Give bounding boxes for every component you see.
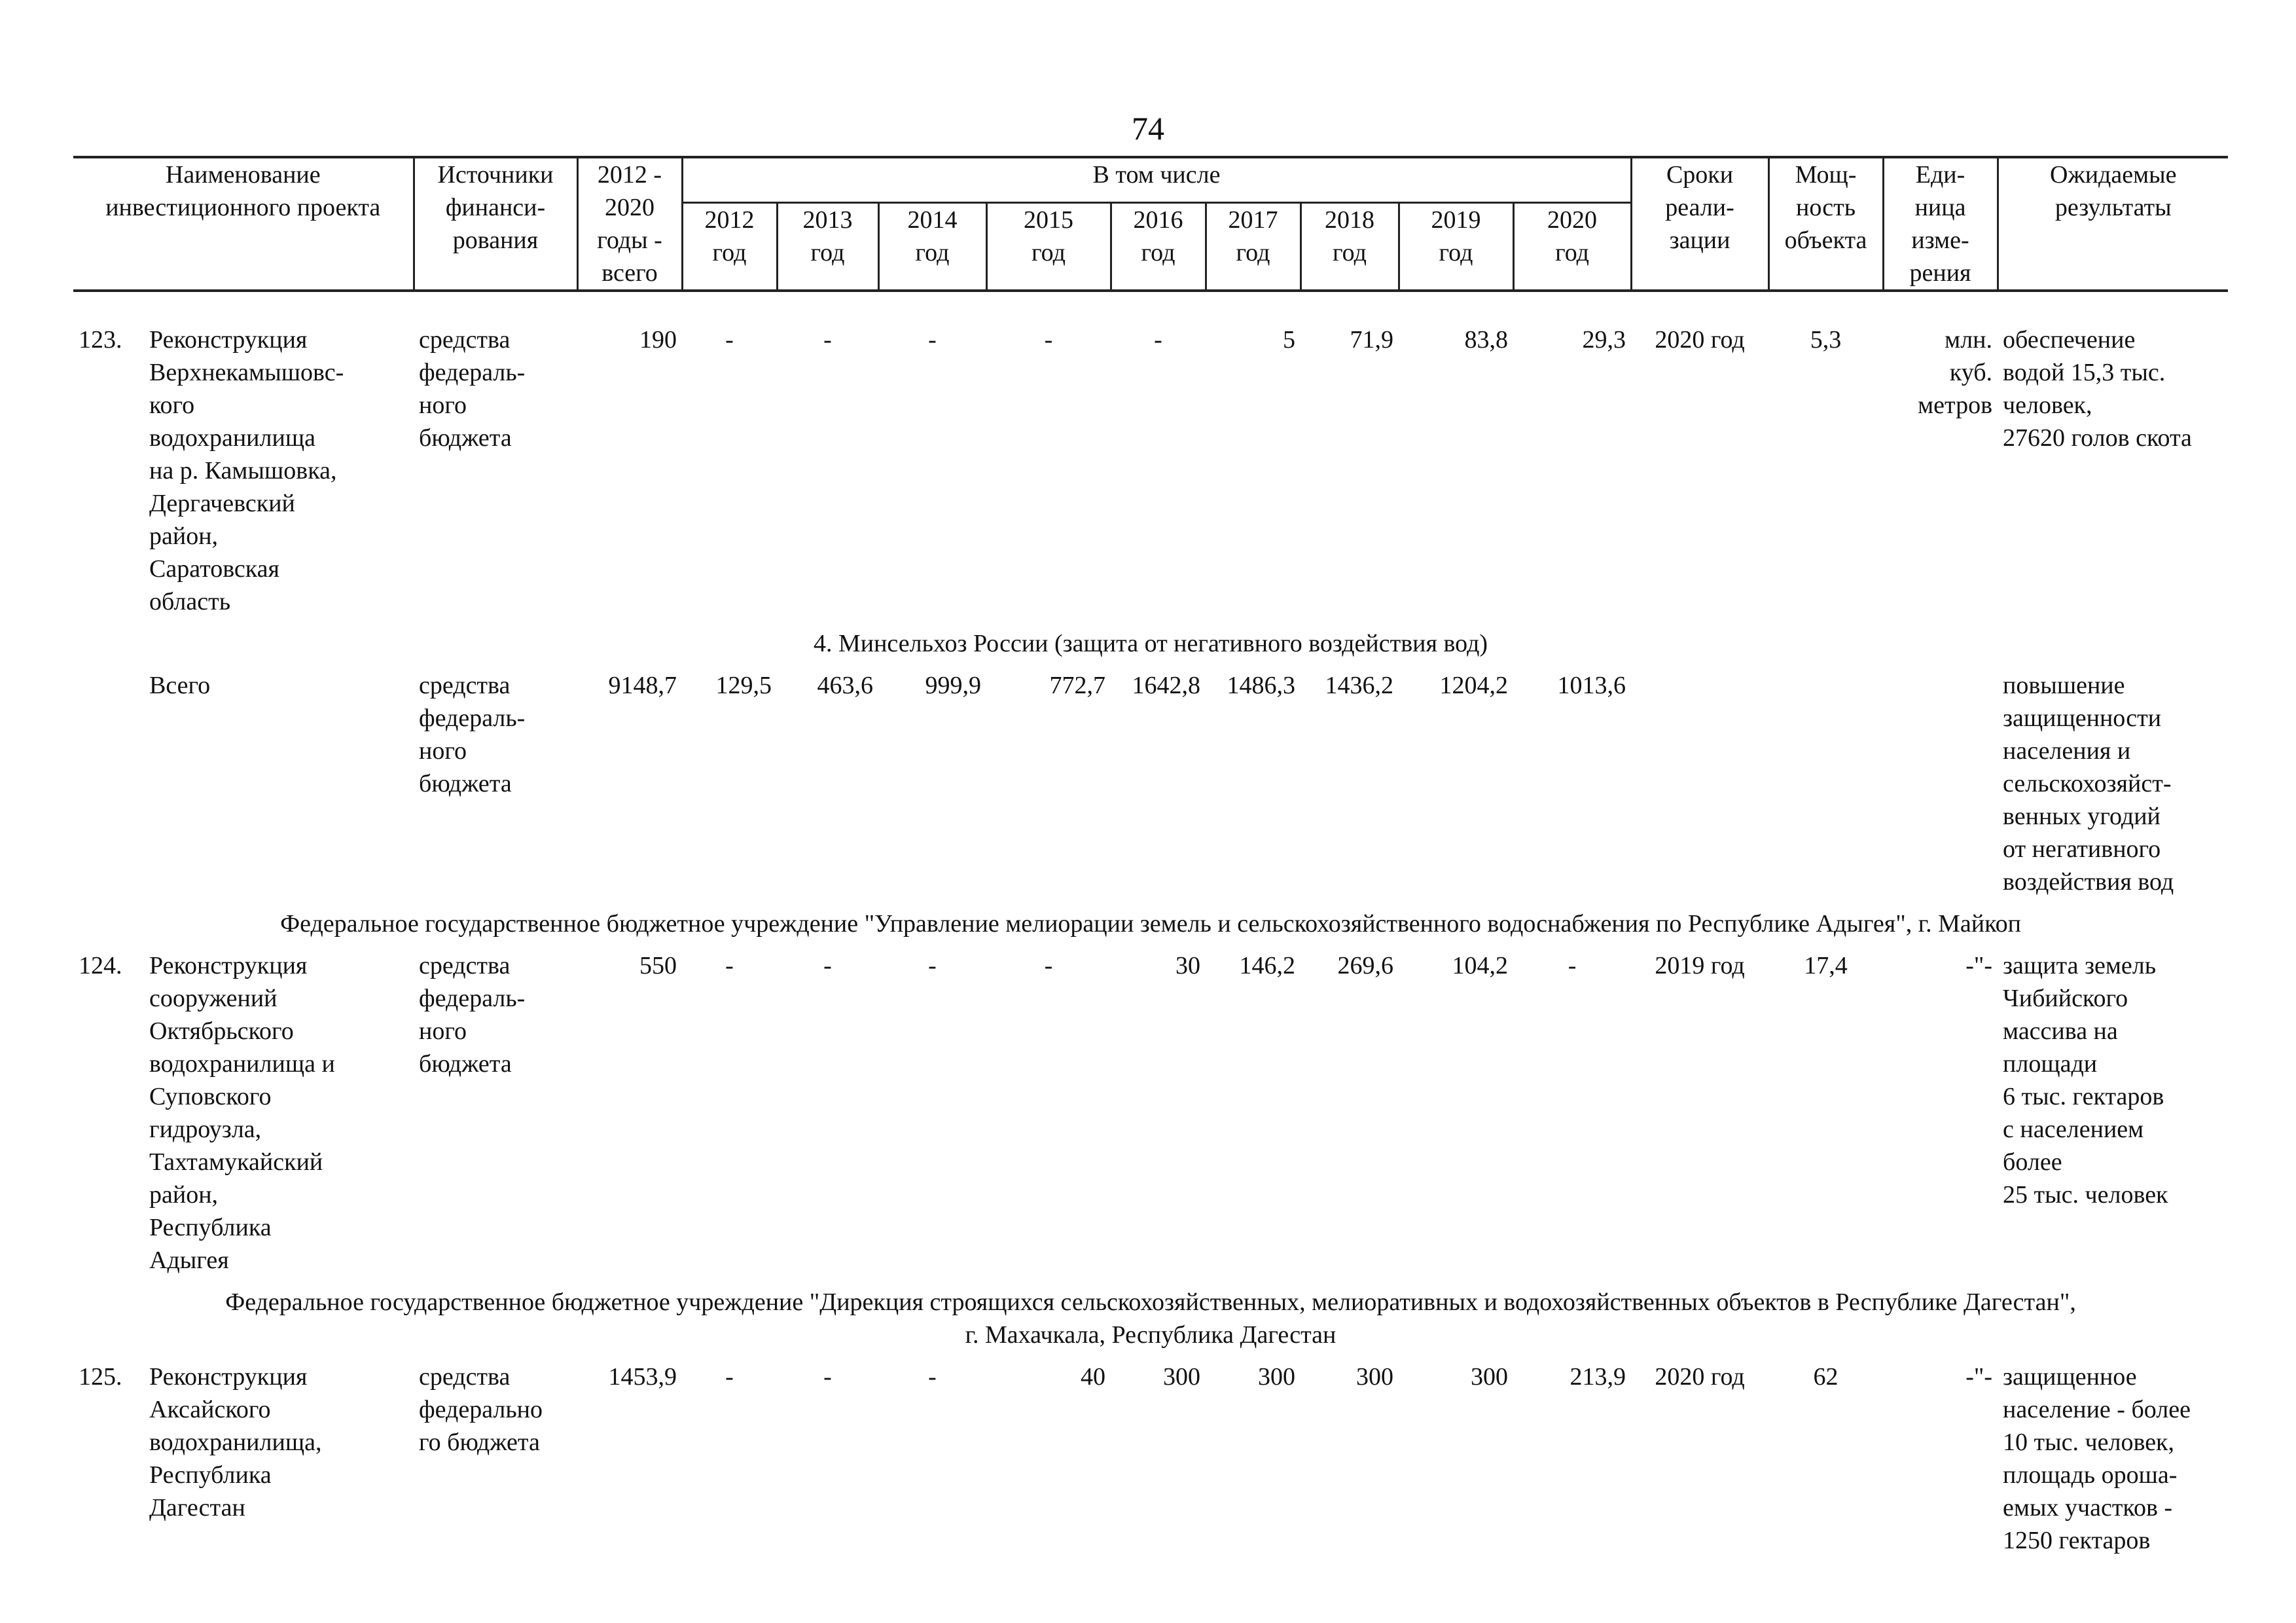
text-line: -"- (1965, 952, 1993, 979)
year-value-2014: - (928, 326, 937, 354)
implementation-term: 2019 год (1655, 952, 1745, 979)
header-including: В том числе (682, 157, 1631, 203)
year-value-2020: 29,3 (1582, 326, 1626, 354)
text-line: рования (452, 227, 539, 254)
text-line: Верхнекамышовс- (149, 359, 344, 386)
expected-results (1998, 1360, 2228, 1557)
header-terms (1631, 157, 1768, 291)
expected-results (1998, 949, 2228, 1277)
year-value-2017: 5 (1283, 326, 1295, 354)
text-line: 2012 (704, 206, 755, 234)
year-value-2013: - (823, 326, 832, 354)
text-line: 2018 (1325, 206, 1374, 234)
text-line: площади (2003, 1050, 2098, 1078)
project-name-cell (73, 323, 414, 618)
year-value-2012: 129,5 (715, 672, 772, 699)
year-value-2020: - (1568, 952, 1577, 979)
text-line: площадь ороша- (2003, 1461, 2178, 1489)
investment-projects-table (73, 156, 2228, 1557)
text-line: 2016 (1133, 206, 1183, 234)
text-line: человек, (2003, 392, 2092, 419)
table-row (73, 949, 2228, 1277)
header-year-2016 (1111, 203, 1206, 291)
page-number: 74 (1132, 110, 1164, 147)
text-line: Дергачевский район, (149, 490, 295, 550)
year-value-2018: 269,6 (1337, 952, 1393, 979)
header-results (1998, 157, 2228, 291)
text-line: Еди- (1915, 161, 1965, 189)
text-line: Мощ- (1795, 161, 1857, 189)
text-line: обеспечение (2003, 326, 2136, 354)
text-line: год (915, 239, 950, 267)
text-line: средства (419, 672, 511, 699)
implementation-term (1631, 669, 1768, 898)
text-line: водохранилища и (149, 1050, 335, 1078)
year-value-2020: 1013,6 (1557, 672, 1626, 699)
text-line: ность (1795, 194, 1856, 221)
measurement-unit (1883, 949, 1998, 1277)
text-line: ного (419, 392, 467, 419)
text-line: -"- (1965, 1363, 1993, 1391)
header-sources (414, 157, 577, 291)
header-year-2018 (1300, 203, 1399, 291)
spacer-row (73, 291, 2228, 323)
year-value-2014: - (928, 1363, 937, 1391)
year-value-2019: 104,2 (1452, 952, 1508, 979)
header-total (577, 157, 682, 291)
text-line: 2020 (1547, 206, 1598, 234)
text-line: массива на (2003, 1017, 2118, 1045)
table-row (73, 1360, 2228, 1557)
measurement-unit (1883, 669, 1998, 898)
section-heading (73, 1277, 2228, 1360)
text-line: год (1141, 239, 1175, 267)
project-number: 125. (79, 1363, 122, 1391)
object-capacity: 5,3 (1810, 326, 1842, 354)
total-amount: 190 (639, 326, 677, 354)
text-line: изме- (1911, 227, 1969, 254)
header-year-2012 (682, 203, 777, 291)
year-value-2016: - (1154, 326, 1162, 354)
table-row (73, 323, 2228, 618)
text-line: гидроузла, (149, 1116, 262, 1143)
text-line: млн. (1945, 326, 1993, 354)
implementation-term: 2020 год (1655, 1363, 1745, 1391)
year-value-2016: 30 (1175, 952, 1200, 979)
text-line: 4. Минсельхоз России (защита от негативного воздействия вод) (813, 630, 1488, 657)
text-line: емых участков - (2003, 1494, 2173, 1522)
text-line: сооружений (149, 985, 278, 1012)
text-line: год (1439, 239, 1473, 267)
header-year-2020 (1513, 203, 1631, 291)
text-line: венных угодий (2003, 803, 2161, 830)
text-line: 2012 - (597, 161, 662, 189)
text-line: год (712, 239, 747, 267)
text-line: Суповского (149, 1083, 272, 1110)
total-amount: 1453,9 (608, 1363, 677, 1391)
funding-source (414, 669, 577, 898)
year-value-2012: - (725, 952, 734, 979)
measurement-unit (1883, 1360, 1998, 1557)
text-line: район, Республика (149, 1181, 272, 1241)
table-body (73, 291, 2228, 1557)
year-value-2019: 1204,2 (1439, 672, 1508, 699)
expected-results (1998, 669, 2228, 898)
text-line: 2015 (1024, 206, 1073, 234)
text-line: Октябрьского (149, 1017, 294, 1045)
text-line: от негативного (2003, 835, 2161, 863)
text-line: 1250 гектаров (2003, 1527, 2151, 1554)
text-line: более (2003, 1148, 2062, 1176)
text-line: средства (419, 1363, 511, 1391)
measurement-unit (1883, 323, 1998, 618)
year-value-2020: 213,9 (1570, 1363, 1626, 1391)
text-line: повышение (2003, 672, 2125, 699)
text-line: 2020 (605, 194, 655, 221)
text-line: 25 тыс. человек (2003, 1181, 2168, 1209)
text-line: рения (1909, 259, 1971, 287)
year-value-2015: - (1044, 952, 1053, 979)
text-line: Федеральное государственное бюджетное учреждение "Управление мелиорации земель и сельскохозяйственного водоснабжения по Республике Адыгея", г. Майкоп (280, 910, 2021, 938)
project-name-cell (73, 949, 414, 1277)
section-heading-row (73, 898, 2228, 949)
year-value-2019: 300 (1471, 1363, 1508, 1391)
header-year-2015 (986, 203, 1111, 291)
text-line: Федеральное государственное бюджетное учреждение "Дирекция строящихся сельскохозяйственных, мелиоративных и водохозяйственных объектов в Республике Дагестан", (225, 1288, 2076, 1316)
year-value-2015: - (1044, 326, 1053, 354)
text-line: Аксайского (149, 1396, 271, 1423)
total-amount: 550 (639, 952, 677, 979)
text-line: федераль- (419, 359, 526, 386)
text-line: 6 тыс. гектаров (2003, 1083, 2164, 1110)
year-value-2013: - (823, 952, 832, 979)
text-line: ного (419, 737, 467, 765)
year-value-2017: 1486,3 (1227, 672, 1295, 699)
text-line: Всего (149, 672, 211, 699)
year-value-2014: 999,9 (925, 672, 981, 699)
header-unit (1883, 157, 1998, 291)
year-value-2017: 146,2 (1239, 952, 1295, 979)
text-line: куб. (1949, 359, 1993, 386)
text-line: с населением (2003, 1116, 2144, 1143)
text-line: 2019 (1431, 206, 1481, 234)
text-line: 2013 (802, 206, 853, 234)
text-line: Наименование (165, 161, 321, 189)
text-line: 2017 (1228, 206, 1278, 234)
year-value-2016: 300 (1163, 1363, 1200, 1391)
section-heading (73, 618, 2228, 669)
expected-results (1998, 323, 2228, 618)
year-value-2017: 300 (1258, 1363, 1295, 1391)
header-year-2014 (878, 203, 986, 291)
header-name (73, 157, 414, 291)
text-line: сельскохозяйст- (2003, 770, 2172, 797)
text-line: Саратовская область (149, 555, 280, 615)
text-line: 2014 (907, 206, 958, 234)
text-line: водохранилища, (149, 1429, 322, 1456)
project-number: 123. (79, 326, 122, 354)
year-value-2016: 1642,8 (1132, 672, 1200, 699)
section-heading-row (73, 618, 2228, 669)
text-line: 10 тыс. человек, (2003, 1429, 2175, 1456)
object-capacity: 62 (1813, 1363, 1839, 1391)
text-line: г. Махачкала, Республика Дагестан (965, 1321, 1336, 1349)
text-line: Реконструкция (149, 326, 308, 354)
text-line: федераль- (419, 704, 526, 732)
text-line: воздействия вод (2003, 868, 2174, 896)
text-line: ного (419, 1017, 467, 1045)
table-row (73, 669, 2228, 898)
text-line: защита земель (2003, 952, 2157, 979)
text-line: средства (419, 326, 511, 354)
text-line: защищенности (2003, 704, 2162, 732)
text-line: годы - (597, 227, 662, 254)
total-amount: 9148,7 (608, 672, 677, 699)
text-line: водой 15,3 тыс. (2003, 359, 2166, 386)
year-value-2019: 83,8 (1464, 326, 1508, 354)
text-line: Реконструкция (149, 952, 308, 979)
text-line: всего (601, 259, 658, 287)
year-value-2014: - (928, 952, 937, 979)
text-line: Тахтамукайский (149, 1148, 323, 1176)
text-line: защищенное (2003, 1363, 2137, 1391)
funding-source (414, 949, 577, 1277)
text-line: год (1555, 239, 1589, 267)
text-line: ница (1914, 194, 1966, 221)
text-line: метров (1918, 392, 1993, 419)
text-line: год (1031, 239, 1066, 267)
text-line: Источники (437, 161, 554, 189)
text-line: финанси- (445, 194, 546, 221)
text-line: год (1333, 239, 1367, 267)
text-line: Республика Дагестан (149, 1461, 272, 1522)
text-line: бюджета (419, 770, 512, 797)
section-heading (73, 898, 2228, 949)
project-name-cell (73, 669, 414, 898)
project-name-cell (73, 1360, 414, 1557)
text-line: средства (419, 952, 511, 979)
project-name (149, 669, 346, 702)
year-value-2013: 463,6 (817, 672, 873, 699)
table-header (73, 157, 2228, 291)
header-year-2013 (777, 203, 878, 291)
project-number: 124. (79, 952, 122, 979)
text-line: на р. Камышовка, (149, 457, 337, 484)
text-line: федераль- (419, 985, 526, 1012)
text-line: год (810, 239, 845, 267)
text-line: зации (1669, 227, 1731, 254)
year-value-2015: 772,7 (1049, 672, 1105, 699)
text-line: год (1236, 239, 1270, 267)
section-heading-row (73, 1277, 2228, 1360)
text-line: реали- (1665, 194, 1734, 221)
text-line: результаты (2054, 194, 2172, 221)
year-value-2018: 1436,2 (1325, 672, 1393, 699)
project-name (149, 949, 346, 1277)
text-line: населения и (2003, 737, 2131, 765)
text-line: Ожидаемые (2050, 161, 2177, 189)
year-value-2015: 40 (1081, 1363, 1105, 1391)
text-line: Сроки (1666, 161, 1734, 189)
text-line: Чибийского (2003, 985, 2128, 1012)
year-value-2012: - (725, 326, 734, 354)
text-line: федерально (419, 1396, 543, 1423)
text-line: инвестиционного проекта (105, 194, 381, 221)
funding-source (414, 1360, 577, 1557)
header-year-2017 (1206, 203, 1300, 291)
year-value-2018: 71,9 (1350, 326, 1393, 354)
project-name (149, 1360, 346, 1524)
text-line: население - более (2003, 1396, 2191, 1423)
text-line: Реконструкция (149, 1363, 308, 1391)
implementation-term: 2020 год (1655, 326, 1745, 354)
text-line: 27620 голов скота (2003, 424, 2192, 452)
text-line: Адыгея (149, 1247, 229, 1274)
header-year-2019 (1399, 203, 1513, 291)
text-line: объекта (1784, 227, 1867, 254)
object-capacity (1768, 669, 1883, 898)
text-line: бюджета (419, 424, 512, 452)
text-line: кого водохранилища (149, 392, 315, 452)
object-capacity: 17,4 (1804, 952, 1848, 979)
header-capacity (1768, 157, 1883, 291)
text-line: бюджета (419, 1050, 512, 1078)
year-value-2013: - (823, 1363, 832, 1391)
year-value-2018: 300 (1356, 1363, 1393, 1391)
text-line: го бюджета (419, 1429, 540, 1456)
funding-source (414, 323, 577, 618)
project-name (149, 323, 346, 618)
year-value-2012: - (725, 1363, 734, 1391)
